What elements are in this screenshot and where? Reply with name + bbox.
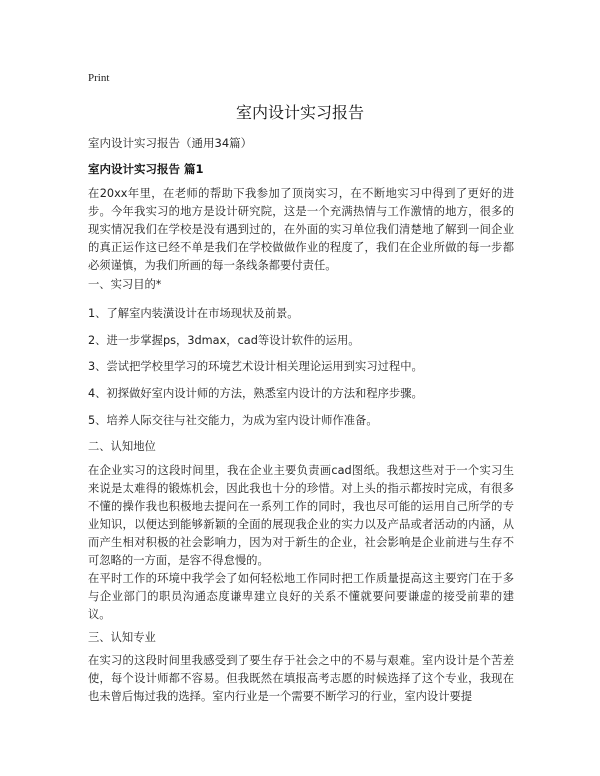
section-title: 室内设计实习报告 篇1 bbox=[88, 162, 204, 176]
print-label[interactable]: Print bbox=[88, 72, 110, 84]
goal-item: 3、尝试把学校里学习的环境艺术设计相关理论运用到实习过程中。 bbox=[88, 360, 423, 373]
goal-item: 5、培养人际交往与社交能力，为成为室内设计师作准备。 bbox=[88, 414, 378, 427]
goal-item: 4、初探做好室内设计师的方法，熟悉室内设计的方法和程序步骤。 bbox=[88, 387, 423, 400]
document-title: 室内设计实习报告 bbox=[235, 103, 364, 122]
goal-item: 1、了解室内装潢设计在市场现状及前景。 bbox=[88, 307, 299, 320]
role-paragraph: 在企业实习的这段时间里，我在企业主要负责画cad图纸。我想这些对于一个实习生来说是太难得的锻炼机会，因此我也十分的珍惜。对上头的指示都按时完成，有很多不懂的操作我也积极地去提问在一系列工作的同时，我也尽可能的运用自己所学的专业知识，以便达到能够新颖的全面的展现我企业的实力以及产品或者活动的内涵，从而产生相对积极的社会影响力，因为对于新生的企业，社会影响是企业前进与生存不可忽略的一方面，是容不得怠慢的。 bbox=[88, 464, 514, 567]
work-paragraph: 在平时工作的环境中我学会了如何轻松地工作同时把工作质量提高这主要窍门在于多与企业部门的职员沟通态度谦卑建立良好的关系不懂就要问要谦虚的接受前辈的建议。 bbox=[88, 572, 514, 621]
intro-paragraph: 在20xx年里，在老师的帮助下我参加了顶岗实习，在不断地实习中得到了更好的进步。今年我实习的地方是设计研究院，这是一个充满热情与工作激情的地方，很多的现实情况我们在学校是没有遇到过的，在外面的实习单位我们清楚地了解到一间企业的真正运作这已经不单是我们在学校做做作业的程度了，我们在企业所做的每一步都必须谨慎，为我们所画的每一条线条都要付责任。 bbox=[88, 187, 514, 272]
goal-item: 2、进一步掌握ps，3dmax，cad等设计软件的运用。 bbox=[88, 334, 360, 347]
document-subtitle: 室内设计实习报告（通用34篇） bbox=[88, 136, 253, 150]
heading-role: 二、认知地位 bbox=[88, 440, 156, 453]
heading-major: 三、认知专业 bbox=[88, 631, 156, 644]
heading-goals: 一、实习目的* bbox=[88, 278, 162, 291]
major-paragraph: 在实习的这段时间里我感受到了要生存于社会之中的不易与艰难。室内设计是个苦差使，每个设计师都不容易。但我既然在填报高考志愿的时候选择了这个专业，我现在也未曾后悔过我的选择。室内行业是一个需要不断学习的行业，室内设计要提 bbox=[88, 654, 514, 703]
